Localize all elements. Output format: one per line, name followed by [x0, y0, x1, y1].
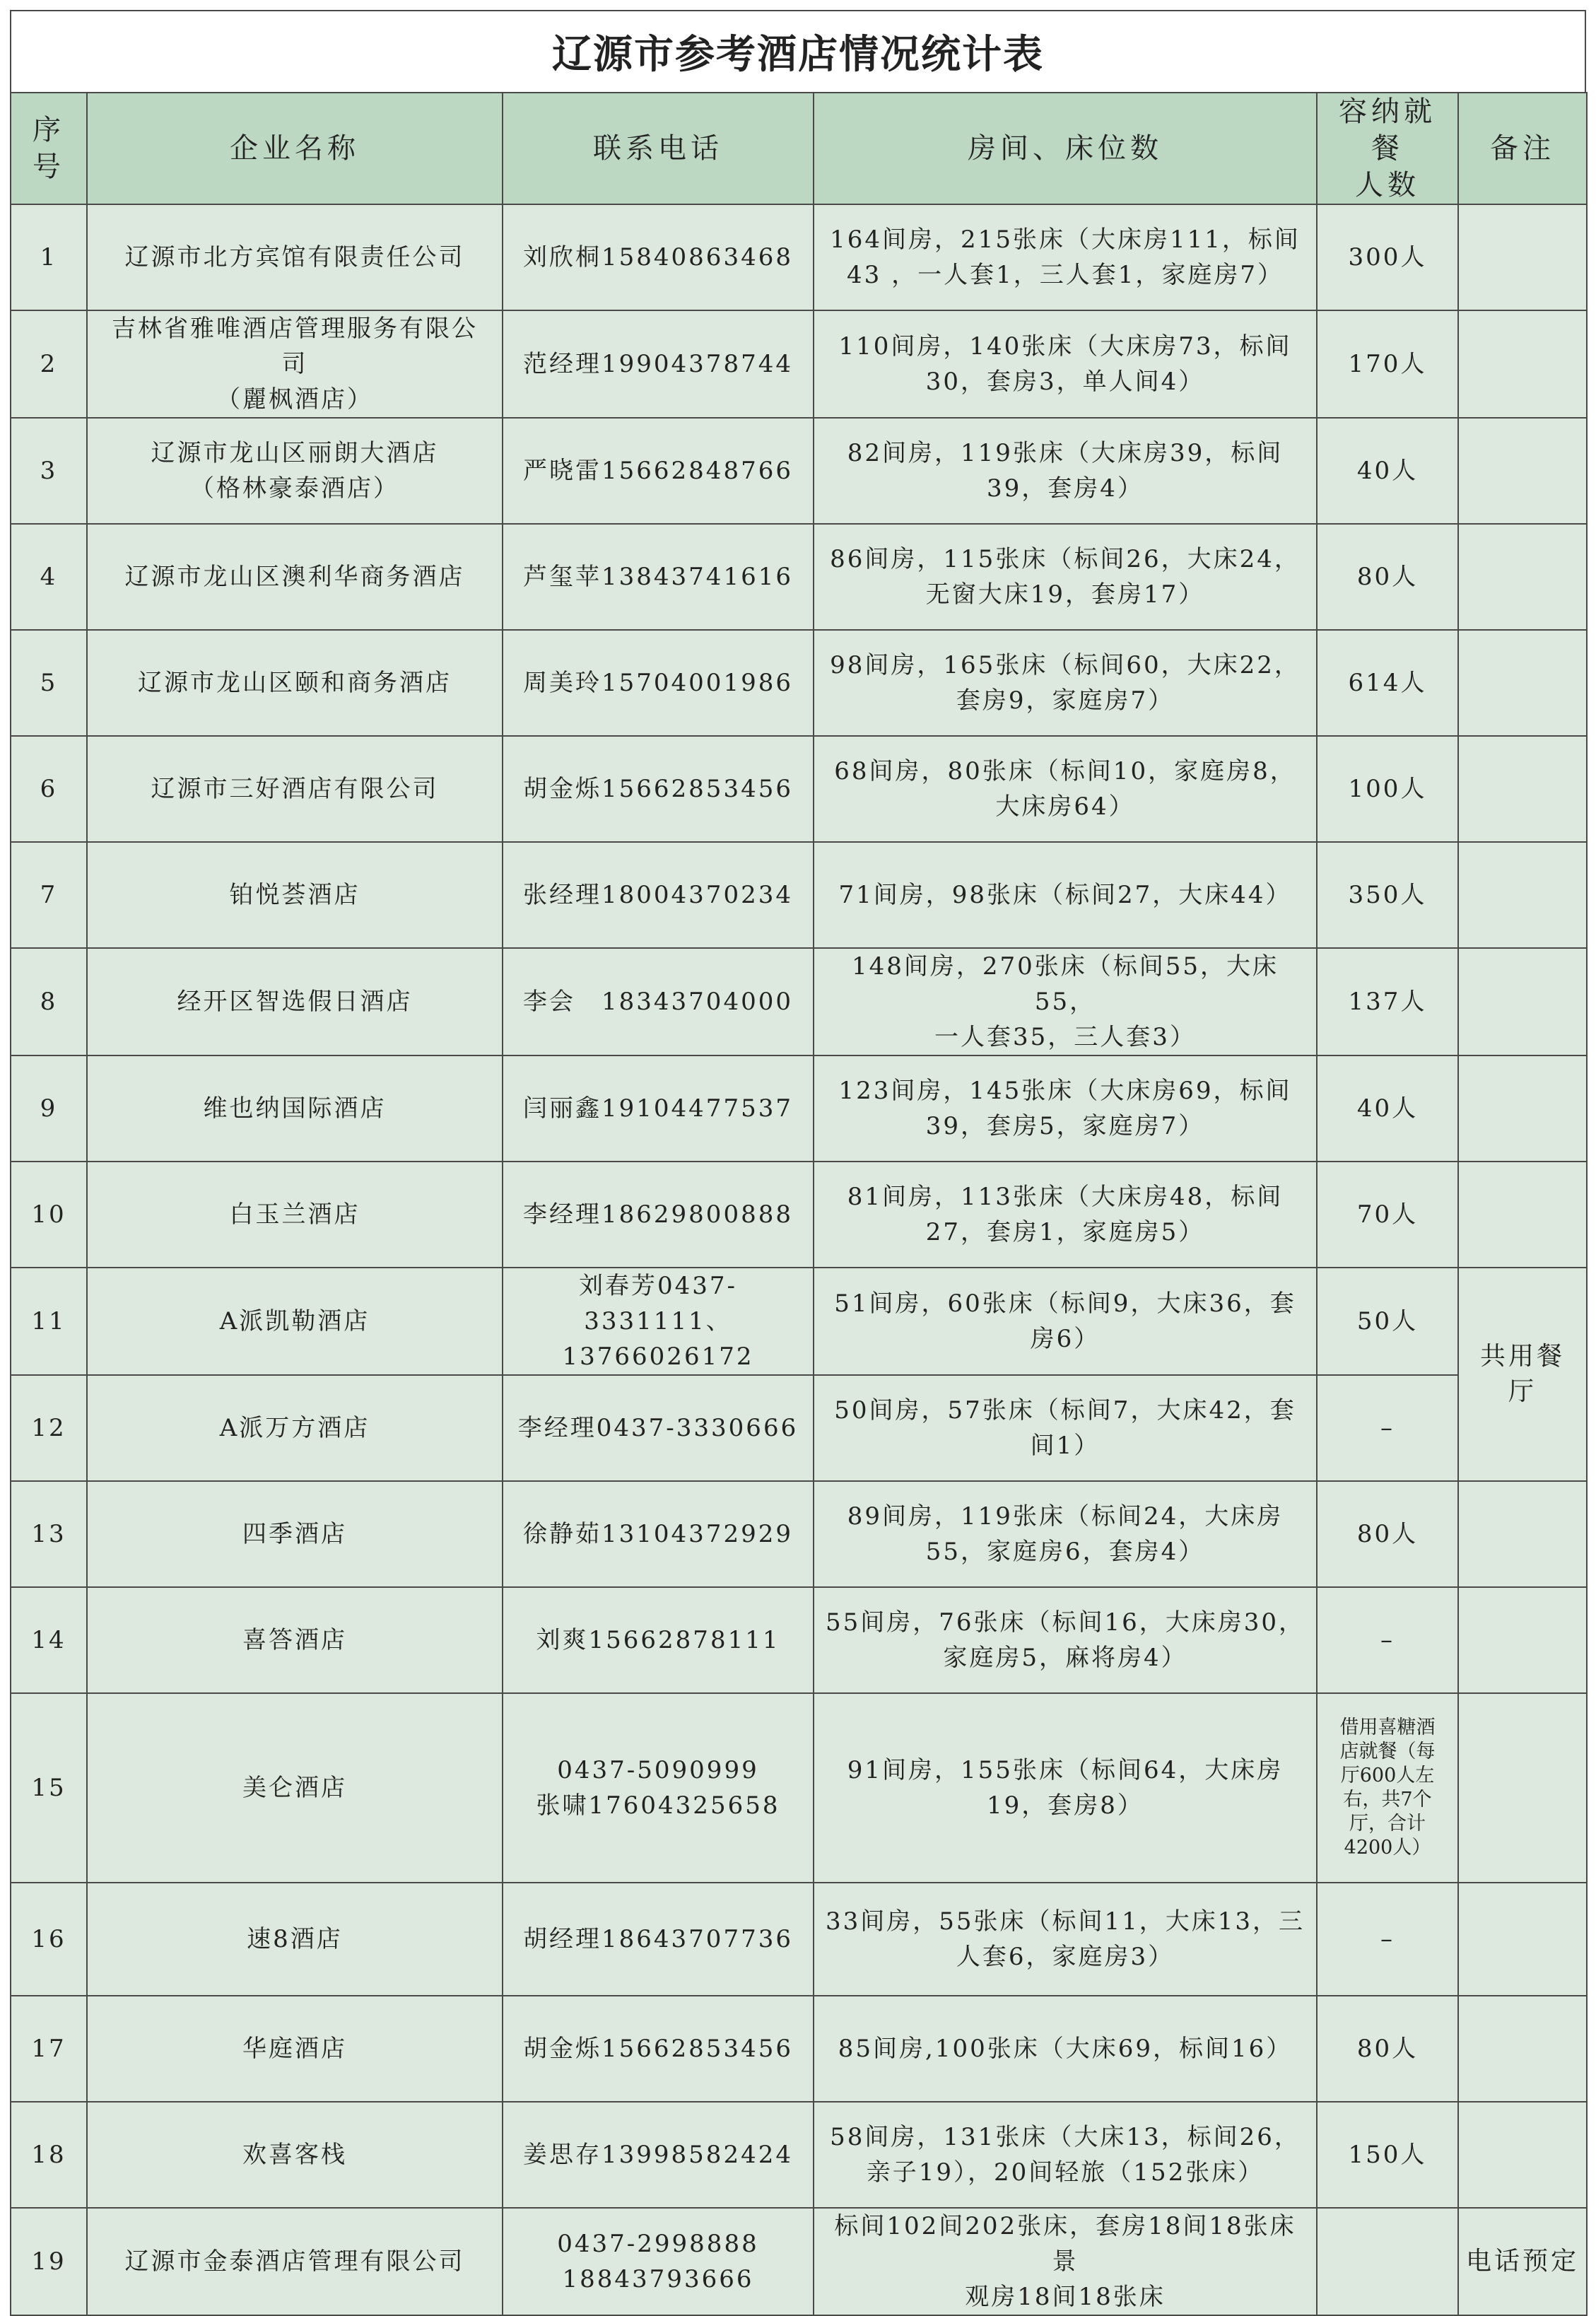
capacity-line: 店就餐（每	[1339, 1741, 1436, 1762]
cell-phone	[503, 842, 814, 948]
table-row	[11, 736, 1587, 842]
cell-note	[1458, 524, 1587, 630]
cell-phone	[503, 1375, 814, 1481]
cell-note	[1458, 1481, 1587, 1587]
cell-capacity: –	[1317, 1587, 1458, 1693]
cell-capacity: 100人	[1317, 736, 1458, 842]
name-line: 铂悦荟酒店	[229, 881, 360, 909]
cell-rooms	[814, 418, 1317, 524]
cell-capacity	[1317, 2208, 1458, 2315]
rooms-line: 148间房，270张床（标间55，大床55，	[851, 952, 1279, 1016]
hotel-table	[10, 92, 1588, 2316]
cell-note	[1458, 1693, 1587, 1883]
phone-line: 刘欣桐15840863468	[523, 243, 793, 271]
phone-line: 18843793666	[562, 2265, 754, 2293]
note-line: 厅	[1508, 1377, 1537, 1406]
cell-phone	[503, 204, 814, 310]
rooms-line: 标间102间202张床，套房18间18张床景	[834, 2212, 1296, 2276]
cell-seq: 7	[11, 842, 87, 948]
header-note: 备注	[1458, 93, 1587, 204]
phone-line: 刘春芳0437-3331111、	[578, 1272, 737, 1335]
cell-capacity: 50人	[1317, 1268, 1458, 1375]
cell-seq: 1	[11, 204, 87, 310]
name-line: 辽源市金泰酒店管理有限公司	[124, 2247, 465, 2276]
cell-seq: 13	[11, 1481, 87, 1587]
phone-line: 李经理18629800888	[523, 1200, 793, 1229]
phone-line: 姜思存13998582424	[523, 2141, 793, 2169]
table-row	[11, 842, 1587, 948]
rooms-line: 39，套房5，家庭房7）	[925, 1112, 1205, 1140]
phone-line: 13766026172	[562, 1343, 754, 1371]
name-line: 美仑酒店	[242, 1774, 347, 1802]
phone-line: 张啸17604325658	[536, 1791, 780, 1820]
phone-line: 闫丽鑫19104477537	[523, 1094, 793, 1123]
cell-seq: 15	[11, 1693, 87, 1883]
table-row	[11, 1996, 1587, 2102]
cell-seq: 5	[11, 630, 87, 736]
rooms-line: 33间房，55张床（标间11，大床13，三	[825, 1907, 1305, 1936]
name-line: 辽源市龙山区丽朗大酒店	[151, 439, 439, 467]
rooms-line: 家庭房5，麻将房4）	[943, 1644, 1187, 1672]
cell-capacity: 40人	[1317, 418, 1458, 524]
cell-capacity	[1317, 1693, 1458, 1883]
phone-line: 范经理19904378744	[523, 350, 793, 378]
cell-note	[1458, 1162, 1587, 1268]
cell-capacity: 70人	[1317, 1162, 1458, 1268]
capacity-line: 借用喜糖酒	[1339, 1716, 1436, 1738]
sheet-title: 辽源市参考酒店情况统计表	[10, 10, 1586, 92]
cell-name	[87, 1481, 503, 1587]
cell-seq: 9	[11, 1055, 87, 1162]
rooms-line: 110间房，140张床（大床房73，标间	[838, 332, 1292, 361]
cell-rooms	[814, 1162, 1317, 1268]
cell-note	[1458, 630, 1587, 736]
rooms-line: 98间房，165张床（标间60，大床22，	[830, 651, 1301, 679]
cell-rooms	[814, 736, 1317, 842]
name-line: 吉林省雅唯酒店管理服务有限公	[112, 315, 478, 343]
cell-seq: 4	[11, 524, 87, 630]
phone-line: 严晓雷15662848766	[523, 457, 793, 485]
cell-name	[87, 1375, 503, 1481]
cell-note	[1458, 1996, 1587, 2102]
phone-line: 胡经理18643707736	[523, 1925, 793, 1953]
table-row	[11, 204, 1587, 310]
cell-rooms	[814, 1055, 1317, 1162]
cell-rooms	[814, 1883, 1317, 1996]
rooms-line: 51间房，60张床（标间9，大床36，套	[834, 1289, 1296, 1318]
cell-seq: 2	[11, 310, 87, 418]
name-line: 司	[281, 350, 308, 378]
rooms-line: 89间房，119张床（标间24，大床房	[847, 1502, 1284, 1531]
rooms-line: 123间房，145张床（大床房69，标间	[838, 1077, 1292, 1105]
name-line: 辽源市龙山区颐和商务酒店	[138, 669, 452, 697]
cell-rooms	[814, 842, 1317, 948]
cell-note	[1458, 204, 1587, 310]
cell-phone	[503, 310, 814, 418]
cell-rooms	[814, 630, 1317, 736]
cell-name	[87, 1693, 503, 1883]
cell-name	[87, 204, 503, 310]
rooms-line: 55间房，76张床（标间16，大床房30，	[825, 1608, 1305, 1637]
rooms-line: 81间房，113张床（大床房48，标间	[847, 1183, 1284, 1211]
rooms-line: 27，套房1，家庭房5）	[925, 1218, 1205, 1246]
table-row	[11, 1481, 1587, 1587]
cell-seq: 11	[11, 1268, 87, 1375]
cell-note	[1458, 948, 1587, 1055]
phone-line: 徐静茹13104372929	[523, 1520, 793, 1548]
cell-phone	[503, 524, 814, 630]
cell-seq: 17	[11, 1996, 87, 2102]
cell-capacity: –	[1317, 1375, 1458, 1481]
table-row	[11, 948, 1587, 1055]
cell-phone	[503, 1162, 814, 1268]
cell-rooms	[814, 1693, 1317, 1883]
rooms-line: 39，套房4）	[987, 474, 1144, 503]
header-phone: 联系电话	[503, 93, 814, 204]
cell-capacity: 150人	[1317, 2102, 1458, 2208]
name-line: 白玉兰酒店	[229, 1200, 360, 1229]
header-capacity-line1: 容纳就餐	[1339, 95, 1436, 165]
name-line: 四季酒店	[242, 1520, 347, 1548]
cell-phone	[503, 1996, 814, 2102]
name-line: A派凯勒酒店	[219, 1307, 370, 1335]
name-line: 维也纳国际酒店	[203, 1094, 387, 1123]
cell-rooms	[814, 1268, 1317, 1375]
cell-rooms	[814, 2102, 1317, 2208]
cell-name	[87, 1162, 503, 1268]
cell-capacity: 80人	[1317, 524, 1458, 630]
cell-rooms	[814, 524, 1317, 630]
rooms-line: 164间房，215张床（大床房111，标间	[830, 226, 1301, 254]
cell-note-shared-dining	[1458, 1268, 1587, 1481]
cell-phone	[503, 1693, 814, 1883]
cell-name	[87, 1268, 503, 1375]
rooms-line: 82间房，119张床（大床房39，标间	[847, 439, 1284, 467]
rooms-line: 30，套房3，单人间4）	[925, 368, 1205, 396]
cell-note	[1458, 1587, 1587, 1693]
table-row	[11, 2102, 1587, 2208]
cell-name	[87, 842, 503, 948]
table-body	[11, 204, 1587, 2315]
rooms-line: 58间房，131张床（大床13，标间26，	[830, 2123, 1301, 2151]
cell-name	[87, 310, 503, 418]
cell-name	[87, 1883, 503, 1996]
cell-capacity: 40人	[1317, 1055, 1458, 1162]
cell-seq: 19	[11, 2208, 87, 2315]
rooms-line: 人套6，家庭房3）	[956, 1943, 1175, 1971]
cell-phone	[503, 2102, 814, 2208]
capacity-line: 4200人）	[1344, 1837, 1431, 1859]
rooms-line: 无窗大床19，套房17）	[925, 580, 1205, 609]
rooms-line: 68间房，80张床（标间10，家庭房8，	[834, 757, 1296, 785]
rooms-line: 43 ，一人套1，三人套1，家庭房7）	[847, 261, 1284, 289]
table-row	[11, 418, 1587, 524]
name-line: 欢喜客栈	[242, 2141, 347, 2169]
rooms-line: 大床房64）	[995, 793, 1135, 821]
rooms-line: 91间房，155张床（标间64，大床房	[847, 1756, 1284, 1784]
rooms-line: 房6）	[1030, 1325, 1101, 1353]
phone-line: 胡金烁15662853456	[523, 2035, 793, 2063]
cell-name	[87, 948, 503, 1055]
cell-phone	[503, 1883, 814, 1996]
name-line: 辽源市北方宾馆有限责任公司	[124, 243, 465, 271]
phone-line: 刘爽15662878111	[536, 1626, 780, 1654]
cell-name	[87, 630, 503, 736]
phone-line: 张经理18004370234	[523, 881, 793, 909]
cell-rooms	[814, 310, 1317, 418]
phone-line: 李会 18343704000	[523, 988, 793, 1016]
rooms-line: 19，套房8）	[987, 1791, 1144, 1820]
phone-line: 胡金烁15662853456	[523, 775, 793, 803]
rooms-line: 85间房,100张床（大床69，标间16）	[838, 2035, 1293, 2063]
header-capacity-line2: 人数	[1355, 169, 1420, 201]
header-capacity	[1317, 93, 1458, 204]
table-row	[11, 1587, 1587, 1693]
cell-name	[87, 2102, 503, 2208]
cell-seq: 18	[11, 2102, 87, 2208]
cell-note	[1458, 736, 1587, 842]
cell-note	[1458, 1055, 1587, 1162]
cell-phone	[503, 1055, 814, 1162]
table-row	[11, 1055, 1587, 1162]
cell-capacity: 80人	[1317, 1996, 1458, 2102]
table-row	[11, 630, 1587, 736]
statistics-sheet	[10, 10, 1586, 2316]
rooms-line: 亲子19），20间轻旅（152张床）	[866, 2158, 1265, 2187]
cell-name	[87, 2208, 503, 2315]
phone-line: 周美玲15704001986	[523, 669, 793, 697]
cell-note	[1458, 1883, 1587, 1996]
name-line: 速8酒店	[247, 1925, 343, 1953]
cell-phone	[503, 1481, 814, 1587]
header-name: 企业名称	[87, 93, 503, 204]
cell-name	[87, 418, 503, 524]
cell-note	[1458, 310, 1587, 418]
cell-capacity: 170人	[1317, 310, 1458, 418]
table-row	[11, 524, 1587, 630]
header-row	[11, 93, 1587, 204]
rooms-line: 套房9，家庭房7）	[956, 686, 1175, 715]
cell-rooms	[814, 1996, 1317, 2102]
cell-capacity: 80人	[1317, 1481, 1458, 1587]
table-row	[11, 1162, 1587, 1268]
cell-rooms	[814, 1587, 1317, 1693]
note-line: 共用餐	[1479, 1342, 1565, 1371]
rooms-line: 50间房，57张床（标间7，大床42，套	[834, 1396, 1296, 1425]
table-row	[11, 1268, 1587, 1375]
capacity-line: 厅600人左	[1340, 1765, 1435, 1786]
rooms-line: 86间房，115张床（标间26，大床24，	[830, 545, 1301, 573]
cell-rooms	[814, 2208, 1317, 2315]
name-line: 喜答酒店	[242, 1626, 347, 1654]
cell-phone	[503, 948, 814, 1055]
cell-name	[87, 1996, 503, 2102]
name-line: （格林豪泰酒店）	[190, 474, 399, 503]
rooms-line: 71间房，98张床（标间27，大床44）	[838, 881, 1292, 909]
capacity-line: 右，共7个	[1343, 1789, 1432, 1811]
table-row	[11, 310, 1587, 418]
table-row	[11, 1693, 1587, 1883]
cell-capacity: –	[1317, 1883, 1458, 1996]
table-row	[11, 1883, 1587, 1996]
cell-seq: 10	[11, 1162, 87, 1268]
phone-line: 李经理0437-3330666	[517, 1414, 799, 1442]
cell-rooms	[814, 1481, 1317, 1587]
cell-rooms	[814, 204, 1317, 310]
name-line: 辽源市龙山区澳利华商务酒店	[124, 563, 465, 591]
phone-line: 芦玺苹13843741616	[523, 563, 793, 591]
phone-line: 0437-5090999	[557, 1756, 759, 1784]
rooms-line: 55，家庭房6，套房4）	[925, 1538, 1205, 1566]
cell-name	[87, 1587, 503, 1693]
name-line: 辽源市三好酒店有限公司	[151, 775, 439, 803]
cell-note-phone-booking: 电话预定	[1458, 2208, 1587, 2315]
table-row	[11, 1375, 1587, 1481]
table-row	[11, 2208, 1587, 2315]
cell-capacity: 350人	[1317, 842, 1458, 948]
cell-phone	[503, 418, 814, 524]
cell-name	[87, 1055, 503, 1162]
cell-phone	[503, 2208, 814, 2315]
name-line: 经开区智选假日酒店	[177, 988, 413, 1016]
phone-line: 0437-2998888	[557, 2230, 759, 2258]
capacity-line: 厅，合计	[1349, 1813, 1426, 1835]
name-line: 华庭酒店	[242, 2035, 347, 2063]
rooms-line: 一人套35，三人套3）	[934, 1023, 1196, 1051]
cell-phone	[503, 1587, 814, 1693]
name-line: （麗枫酒店）	[216, 385, 373, 414]
cell-seq: 3	[11, 418, 87, 524]
cell-name	[87, 524, 503, 630]
cell-rooms	[814, 1375, 1317, 1481]
cell-seq: 6	[11, 736, 87, 842]
cell-phone	[503, 1268, 814, 1375]
name-line: A派万方酒店	[219, 1414, 370, 1442]
cell-name	[87, 736, 503, 842]
rooms-line: 间1）	[1030, 1432, 1101, 1460]
rooms-line: 观房18间18张床	[965, 2283, 1166, 2311]
cell-capacity: 300人	[1317, 204, 1458, 310]
cell-seq: 12	[11, 1375, 87, 1481]
cell-rooms	[814, 948, 1317, 1055]
header-rooms: 房间、床位数	[814, 93, 1317, 204]
cell-seq: 14	[11, 1587, 87, 1693]
cell-seq: 8	[11, 948, 87, 1055]
cell-capacity: 614人	[1317, 630, 1458, 736]
cell-note	[1458, 842, 1587, 948]
cell-seq: 16	[11, 1883, 87, 1996]
cell-capacity: 137人	[1317, 948, 1458, 1055]
cell-note	[1458, 418, 1587, 524]
header-seq: 序号	[11, 93, 87, 204]
cell-phone	[503, 630, 814, 736]
cell-phone	[503, 736, 814, 842]
cell-note	[1458, 2102, 1587, 2208]
